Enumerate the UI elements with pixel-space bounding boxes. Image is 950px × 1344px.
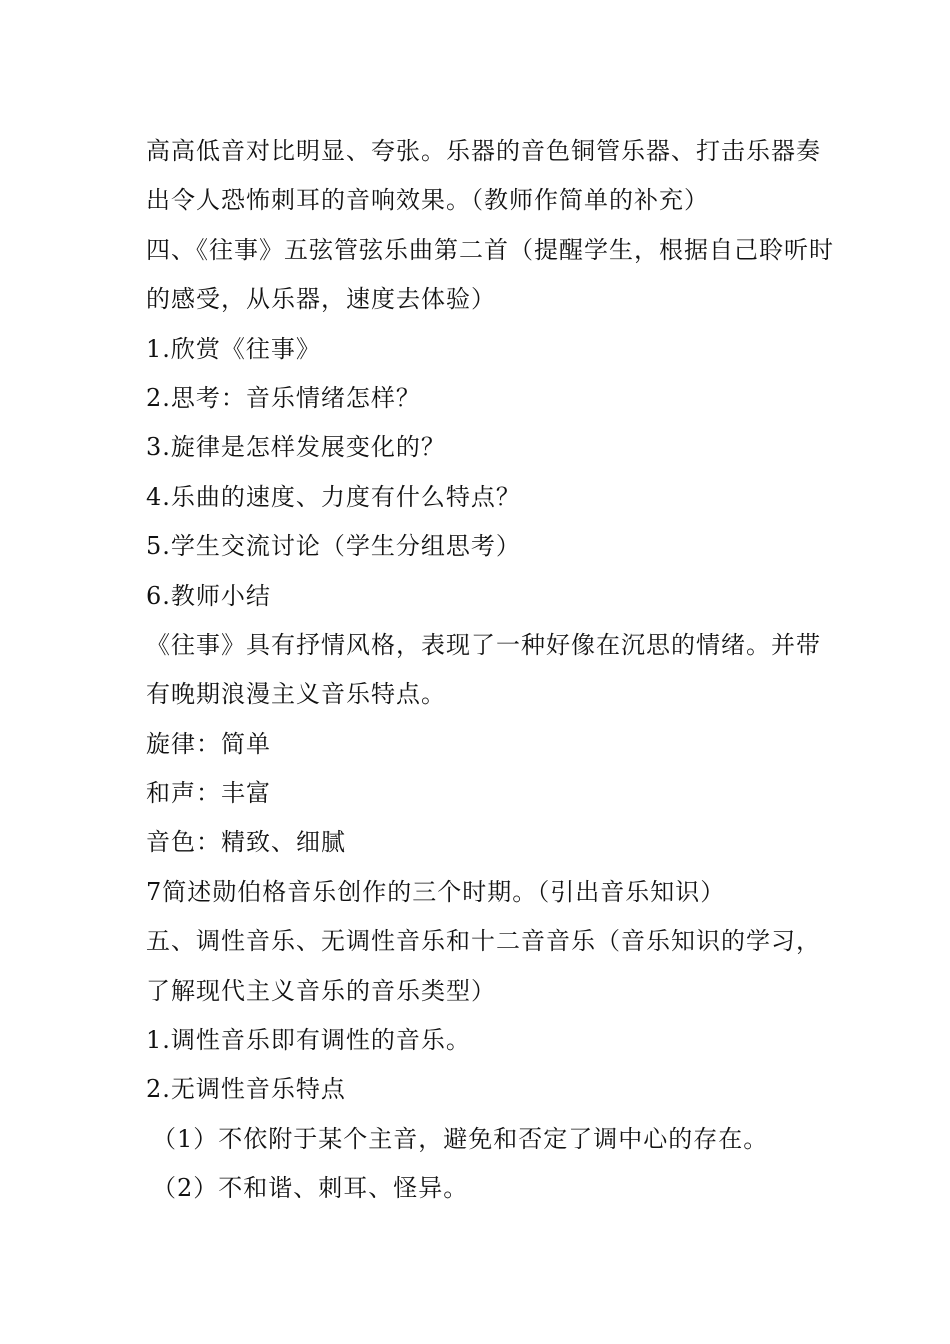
document-body (146, 127, 834, 1214)
list-item: 1.调性音乐即有调性的音乐。 (146, 1026, 471, 1055)
sub-list-item: （1）不依附于某个主音，避免和否定了调中心的存在。 (152, 1124, 769, 1153)
list-item: 6.教师小结 (146, 581, 271, 610)
list-item: 2.思考：音乐情绪怎样？ (146, 383, 421, 412)
text-line: 了解现代主义音乐的音乐类型） (146, 976, 496, 1005)
text-line: 和声：丰富 (146, 779, 271, 808)
section-heading-four: 四、《往事》五弦管弦乐曲第二首（提醒学生，根据自己聆听时 (146, 235, 834, 264)
list-item: 5.学生交流讨论（学生分组思考） (146, 532, 521, 561)
section-heading-five: 五、调性音乐、无调性音乐和十二音音乐（音乐知识的学习， (146, 927, 821, 956)
text-line: 出令人恐怖刺耳的音响效果。（教师作简单的补充） (146, 186, 709, 215)
text-line: 《往事》具有抒情风格，表现了一种好像在沉思的情绪。并带 (146, 630, 821, 659)
text-line: 的感受，从乐器，速度去体验） (146, 285, 496, 314)
list-item: 1.欣赏《往事》 (146, 334, 321, 363)
text-line: 旋律：简单 (146, 729, 271, 758)
text-line: 有晚期浪漫主义音乐特点。 (146, 680, 446, 709)
text-line: 高高低音对比明显、夸张。乐器的音色铜管乐器、打击乐器奏 (146, 137, 821, 165)
list-item: 7简述勋伯格音乐创作的三个时期。（引出音乐知识） (146, 877, 726, 906)
list-item: 3.旋律是怎样发展变化的？ (146, 433, 446, 462)
sub-list-item: （2）不和谐、刺耳、怪异。 (152, 1174, 469, 1203)
list-item: 2.无调性音乐特点 (146, 1075, 346, 1104)
list-item: 4.乐曲的速度、力度有什么特点？ (146, 482, 521, 511)
text-line: 音色：精致、细腻 (146, 828, 346, 857)
